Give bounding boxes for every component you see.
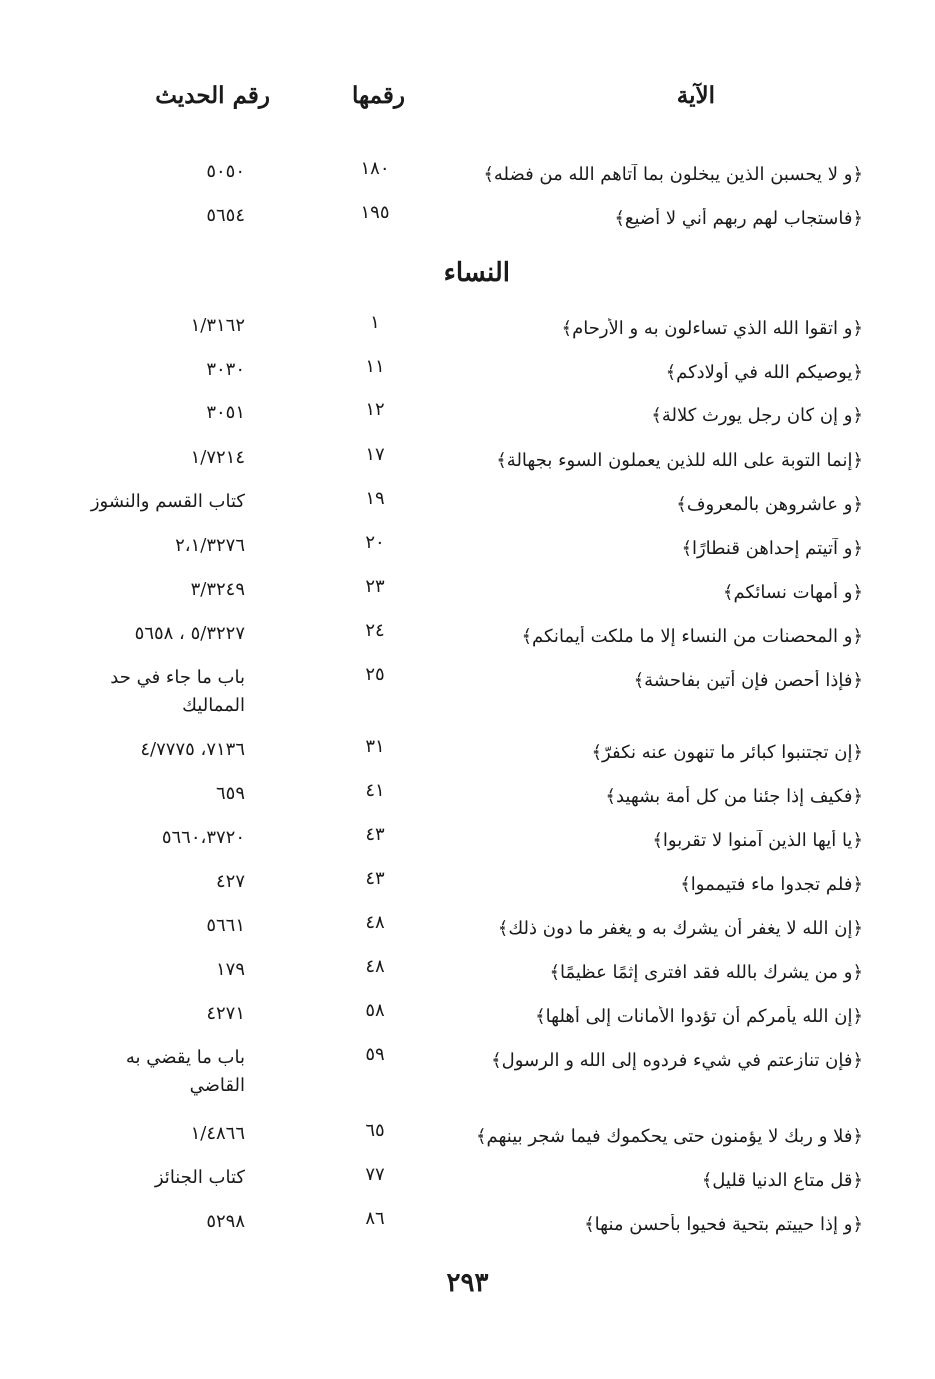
verse-number: ٤٨ — [365, 912, 385, 933]
verse-number: ٢٤ — [365, 620, 385, 641]
hadith-ref: ٥٦٦١ — [206, 915, 245, 936]
table-row — [0, 956, 935, 996]
verse-text: ﴿إن الله لا يغفر أن يشرك به و يغفر ما دون ذلك﴾ — [497, 918, 863, 939]
verse-number: ١٨٠ — [360, 158, 390, 179]
verse-text: ﴿إن تجتنبوا كبائر ما تنهون عنه نكفرّ﴾ — [591, 742, 863, 763]
verse-text: ﴿فلا و ربك لا يؤمنون حتى يحكموك فيما شجر بينهم﴾ — [475, 1126, 863, 1147]
table-row — [0, 576, 935, 616]
hadith-ref: ٣٠٥١ — [206, 402, 245, 423]
table-row — [0, 620, 935, 660]
hadith-ref: باب ما جاء في حد المماليك — [110, 667, 245, 716]
verse-text: ﴿و أمهات نسائكم﴾ — [722, 582, 863, 603]
table-row — [0, 1000, 935, 1040]
verse-number: ١٢ — [365, 399, 385, 420]
table-row — [0, 824, 935, 864]
verse-text: ﴿إن الله يأمركم أن تؤدوا الأمانات إلى أهلها﴾ — [535, 1006, 863, 1027]
verse-number: ٦٥ — [365, 1120, 385, 1141]
hadith-ref: باب ما يقضي به القاضي — [125, 1047, 245, 1096]
page-number: ٢٩٣ — [446, 1268, 489, 1298]
verse-text: ﴿و اتقوا الله الذي تساءلون به و الأرحام﴾ — [561, 318, 863, 339]
verse-text: ﴿فكيف إذا جئنا من كل أمة بشهيد﴾ — [605, 786, 863, 807]
verse-number: ٣١ — [365, 736, 385, 757]
verse-number: ١٩٥ — [360, 202, 390, 223]
table-row — [0, 912, 935, 952]
hadith-ref: ١/٤٨٦٦ — [190, 1123, 245, 1144]
hadith-ref: ٥٠٥٠ — [206, 161, 245, 182]
verse-number: ٥٩ — [365, 1044, 385, 1065]
verse-text: ﴿إنما التوبة على الله للذين يعملون السوء بجهالة﴾ — [496, 450, 863, 471]
hadith-ref: ٤٢٧١ — [206, 1003, 245, 1024]
hadith-ref: ٥٢٩٨ — [206, 1211, 245, 1232]
verse-text: ﴿يوصيكم الله في أولادكم﴾ — [665, 362, 863, 383]
table-row — [0, 488, 935, 528]
section-title: النساء — [443, 258, 510, 288]
verse-number: ١٧ — [365, 444, 385, 465]
hadith-ref: ١/٧٢١٤ — [190, 447, 245, 468]
hadith-ref: ١٧٩ — [215, 959, 245, 980]
verse-text: ﴿و آتيتم إحداهن قنطارًا﴾ — [681, 538, 863, 559]
header-number: رقمها — [351, 82, 405, 109]
verse-text: ﴿فلم تجدوا ماء فتيمموا﴾ — [680, 874, 863, 895]
hadith-ref: ٦٥٩ — [215, 783, 245, 804]
verse-number: ٤١ — [365, 780, 385, 801]
table-row — [0, 1044, 935, 1096]
table-row — [0, 664, 935, 716]
header-verse: الآية — [676, 82, 715, 109]
hadith-ref: كتاب القسم والنشوز — [90, 491, 245, 512]
table-row — [0, 356, 935, 396]
verse-number: ٢٥ — [365, 664, 385, 685]
verse-text: ﴿قل متاع الدنيا قليل﴾ — [701, 1170, 863, 1191]
table-row — [0, 868, 935, 908]
verse-text: ﴿و من يشرك بالله فقد افترى إثمًا عظيمًا﴾ — [549, 962, 863, 983]
header-hadith: رقم الحديث — [155, 82, 270, 109]
verse-number: ٢٠ — [365, 532, 385, 553]
verse-number: ٤٨ — [365, 956, 385, 977]
table-row — [0, 780, 935, 820]
verse-text: ﴿يا أيها الذين آمنوا لا تقربوا﴾ — [652, 830, 863, 851]
verse-number: ٤٣ — [365, 868, 385, 889]
table-row — [0, 1120, 935, 1160]
hadith-ref: ٥٦٦٠،٣٧٢٠ — [161, 827, 245, 848]
table-row — [0, 736, 935, 776]
table-row — [0, 444, 935, 484]
verse-number: ٧٧ — [365, 1164, 385, 1185]
hadith-ref: كتاب الجنائز — [154, 1167, 245, 1188]
verse-number: ٨٦ — [365, 1208, 385, 1229]
verse-text: ﴿و إن كان رجل يورث كلالة﴾ — [651, 405, 863, 426]
table-row — [0, 158, 935, 198]
verse-number: ١٩ — [365, 488, 385, 509]
verse-text: ﴿و المحصنات من النساء إلا ما ملكت أيمانكم﴾ — [521, 626, 863, 647]
verse-number: ١ — [370, 312, 380, 333]
hadith-ref: ٣٠٣٠ — [206, 359, 245, 380]
verse-text: ﴿و لا يحسبن الذين يبخلون بما آتاهم الله من فضله﴾ — [483, 164, 863, 185]
verse-text: ﴿و إذا حييتم بتحية فحيوا بأحسن منها﴾ — [584, 1214, 863, 1235]
verse-number: ٥٨ — [365, 1000, 385, 1021]
hadith-ref: ٤٢٧ — [215, 871, 245, 892]
verse-text: ﴿فإذا أحصن فإن أتين بفاحشة﴾ — [633, 670, 863, 691]
table-row — [0, 312, 935, 352]
verse-number: ٤٣ — [365, 824, 385, 845]
table-row — [0, 202, 935, 242]
hadith-ref: ١/٣١٦٢ — [190, 315, 245, 336]
table-row — [0, 399, 935, 439]
verse-text: ﴿فاستجاب لهم ربهم أني لا أضيع﴾ — [614, 208, 863, 229]
hadith-ref: ٢،١/٣٢٧٦ — [175, 535, 245, 556]
hadith-ref: ٥٦٥٤ — [206, 205, 245, 226]
verse-number: ١١ — [365, 356, 385, 377]
table-row — [0, 1164, 935, 1204]
table-row — [0, 532, 935, 572]
hadith-ref: ٥/٣٢٢٧ ، ٥٦٥٨ — [134, 623, 245, 644]
table-row — [0, 1208, 935, 1248]
hadith-ref: ٧١٣٦، ٤/٧٧٧٥ — [140, 739, 245, 760]
verse-text: ﴿فإن تنازعتم في شيء فردوه إلى الله و الرسول﴾ — [491, 1050, 863, 1071]
verse-text: ﴿و عاشروهن بالمعروف﴾ — [676, 494, 863, 515]
verse-number: ٢٣ — [365, 576, 385, 597]
hadith-ref: ٣/٣٢٤٩ — [190, 579, 245, 600]
